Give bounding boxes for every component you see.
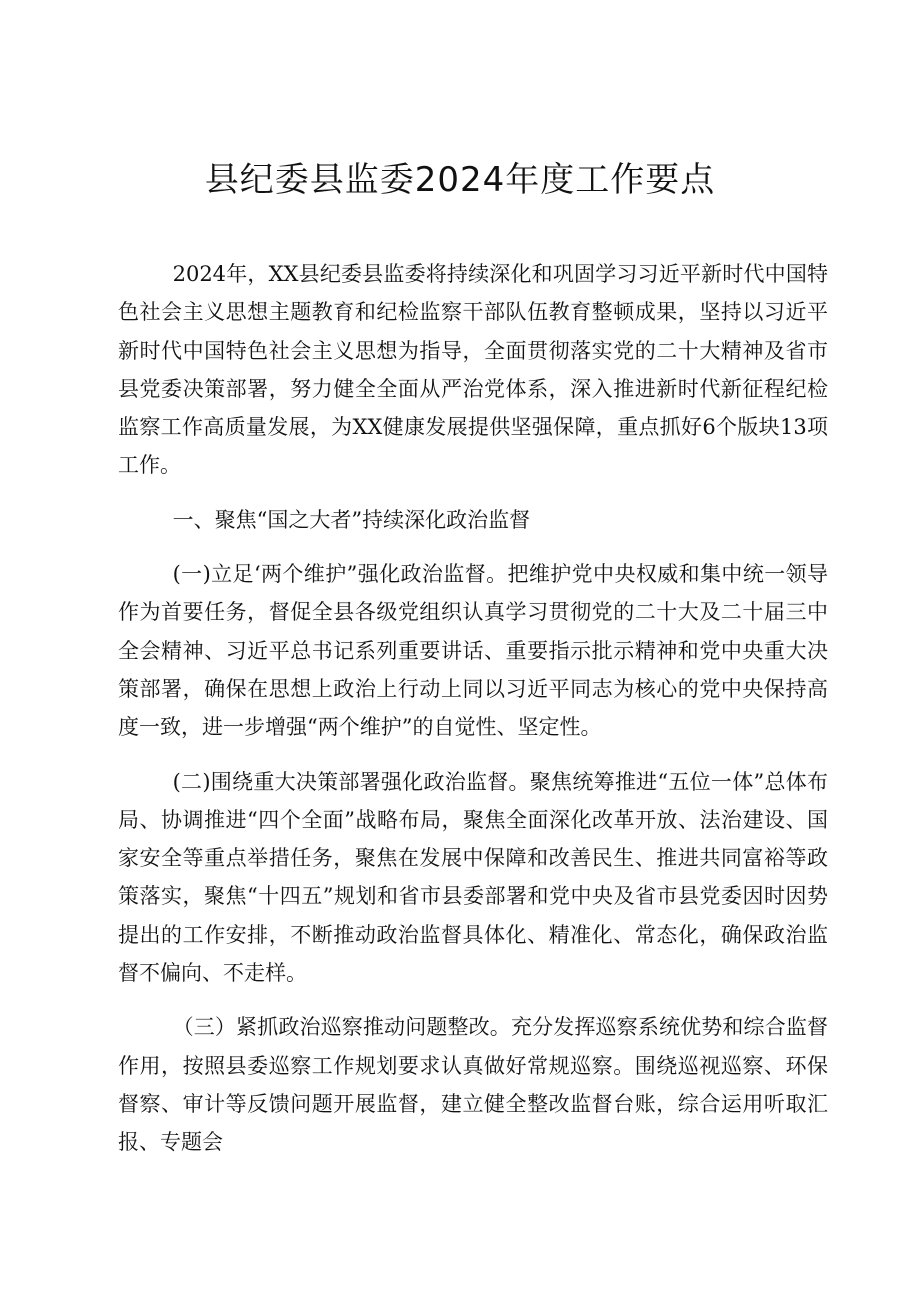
document-title: 县纪委县监委2024年度工作要点 [204,160,716,200]
item-paragraph-1: (一)立足‘两个维护”强化政治监督。把维护党中央权威和集中统一领导作为首要任务，督促全县各级党组织认真学习贯彻党的二十大及二十届三中全会精神、习近平总书记系列重要讲话、重要指示批示精神和党中央重大决策部署，确保在思想上政治上行动上同以习近平同志为核心的党中央保持高度一致，进一步增强“两个维护”的自觉性、坚定性。 [118,562,828,740]
section-heading: 一、聚焦“国之大者”持续深化政治监督 [172,507,531,532]
item-paragraph-3: （三）紧抓政治巡察推动问题整改。充分发挥巡察系统优势和综合监督作用，按照县委巡察工作规划要求认真做好常规巡察。围绕巡视巡察、环保督察、审计等反馈问题开展监督，建立健全整改监督台账，综合运用听取汇报、专题会 [118,1015,828,1155]
intro-paragraph: 2024年，XX县纪委县监委将持续深化和巩固学习习近平新时代中国特色社会主义思想主题教育和纪检监察干部队伍教育整顿成果，坚持以习近平新时代中国特色社会主义思想为指导，全面贯彻落实党的二十大精神及省市县党委决策部署，努力健全全面从严治党体系，深入推进新时代新征程纪检监察工作高质量发展，为XX健康发展提供坚强保障，重点抓好6个版块13项工作。 [118,262,828,478]
document-body [118,255,828,1178]
item-paragraph-2: (二)围绕重大决策部署强化政治监督。聚焦统筹推进“五位一体”总体布局、协调推进“四个全面”战略布局，聚焦全面深化改革开放、法治建设、国家安全等重点举措任务，聚焦在发展中保障和改善民生、推进共同富裕等政策落实，聚焦“十四五”规划和省市县委部署和党中央及省市县党委因时因势提出的工作安排，不断推动政治监督具体化、精准化、常态化，确保政治监督不偏向、不走样。 [118,769,828,986]
